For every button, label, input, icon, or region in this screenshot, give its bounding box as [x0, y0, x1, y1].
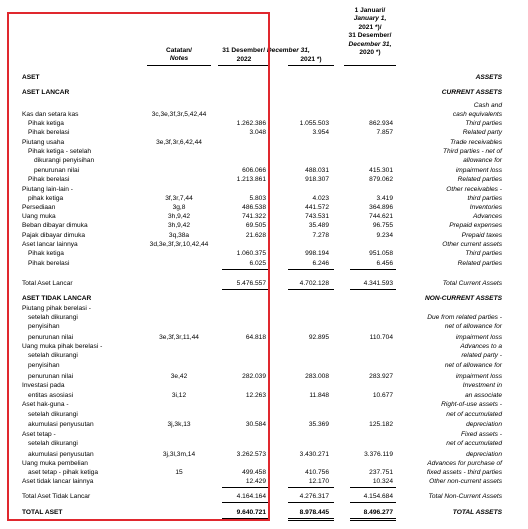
- col-2020-line6: 2020 *): [359, 49, 381, 57]
- value-2020: 9.234: [376, 232, 393, 239]
- highlight-box: [7, 12, 270, 521]
- value-2020: 6.456: [376, 260, 393, 267]
- value-2022: 5.476.557: [236, 280, 266, 287]
- row-label: akumulasi penyusutan: [28, 451, 94, 458]
- value-2022: 9.640.721: [236, 509, 266, 516]
- value-2020: 415.301: [369, 167, 393, 174]
- row-label: Pihak ketiga: [28, 250, 64, 257]
- total-double-rule: [288, 518, 334, 519]
- row-label-en: TOTAL ASSETS: [452, 509, 502, 516]
- row-label: penyisihan: [28, 323, 60, 330]
- value-2020: 4.341.593: [363, 280, 393, 287]
- row-label: Uang muka pihak berelasi -: [22, 343, 103, 350]
- row-label-en: impairment loss: [455, 334, 502, 341]
- row-note: 3h,9,42: [168, 213, 190, 220]
- header-underline: [344, 65, 396, 66]
- row-label-en: Third parties - net of: [442, 148, 502, 155]
- row-label-en: third parties: [467, 195, 502, 202]
- value-2022: 5.803: [249, 195, 266, 202]
- row-label-en: Third parties: [465, 250, 502, 257]
- row-label-en: Other receivables -: [446, 186, 502, 193]
- value-2021: 92.895: [308, 334, 329, 341]
- subtotal-rule: [350, 269, 396, 270]
- row-label: ASET: [22, 74, 40, 81]
- row-label: Beban dibayar dimuka: [22, 222, 88, 229]
- total-double-rule: [350, 520, 396, 521]
- col-2020-line2: January 1,: [353, 15, 387, 23]
- value-2020: 10.677: [372, 392, 393, 399]
- value-2020: 110.704: [369, 334, 393, 341]
- row-label-en: Other current assets: [442, 241, 502, 248]
- row-label: setelah dikurangi: [28, 411, 78, 418]
- value-2022: 69.505: [245, 222, 266, 229]
- row-label-en: fixed assets - third parties: [426, 469, 502, 476]
- value-2021: 12.170: [308, 478, 329, 485]
- value-2020: 237.751: [369, 469, 393, 476]
- value-2021: 3.430.271: [299, 451, 329, 458]
- col-2020-line3: 2021 *)/: [358, 23, 382, 31]
- value-2022: 1.060.375: [236, 250, 266, 257]
- row-note: 3q,38a: [168, 232, 190, 239]
- row-label-en: Advances to a: [460, 343, 502, 350]
- row-label: Piutang pihak berelasi -: [22, 305, 91, 312]
- row-note: 3e,3f,3r,6,42,44: [156, 139, 202, 146]
- row-label-en: Prepaid taxes: [461, 232, 502, 239]
- value-2021: 35.489: [308, 222, 329, 229]
- value-2020: 951.058: [369, 250, 393, 257]
- value-2021: 3.954: [312, 129, 329, 136]
- row-label-en: NON-CURRENT ASSETS: [424, 295, 502, 302]
- row-note: 3h,9,42: [168, 222, 190, 229]
- col-2020-header: [339, 7, 401, 57]
- col-2022-year: 2022: [236, 56, 252, 63]
- value-2022: 499.458: [242, 469, 266, 476]
- row-label: Pihak berelasi: [28, 129, 70, 136]
- value-2021: 7.278: [312, 232, 329, 239]
- value-2022: 12.263: [245, 392, 266, 399]
- row-label-en: net of allowance for: [444, 323, 502, 330]
- value-2022: 606.066: [242, 167, 266, 174]
- value-2020: 4.154.684: [363, 493, 393, 500]
- row-label: penurunan nilai: [28, 373, 74, 380]
- row-label: Pajak dibayar dimuka: [22, 232, 86, 239]
- row-label-en: Related parties: [457, 176, 502, 183]
- value-2021: 410.756: [305, 469, 329, 476]
- value-2022: 741.322: [242, 213, 266, 220]
- row-label: setelah dikurangi: [28, 352, 78, 359]
- value-2022: 282.039: [242, 373, 266, 380]
- value-2020: 283.927: [369, 373, 393, 380]
- row-note: 3g,8: [172, 204, 186, 211]
- row-label: Uang muka: [22, 213, 56, 220]
- row-label-en: Third parties: [465, 120, 502, 127]
- row-label-en: ASSETS: [475, 74, 502, 81]
- subtotal-rule: [288, 289, 334, 290]
- row-label: penurunan nilai: [34, 167, 80, 174]
- row-label-en: depreciation: [466, 451, 502, 458]
- value-2021: 11.848: [309, 392, 329, 399]
- row-label-en: net of accumulated: [446, 440, 502, 447]
- row-label: Pihak ketiga: [28, 120, 64, 127]
- value-2022: 64.818: [245, 334, 266, 341]
- total-double-rule: [288, 520, 334, 521]
- row-label: Aset hak-guna -: [22, 401, 69, 408]
- row-label: Pihak ketiga - setelah: [28, 148, 92, 155]
- value-2020: 3.376.119: [364, 451, 393, 458]
- value-2020: 96.755: [372, 222, 393, 229]
- row-label-en: Trade receivables: [450, 139, 502, 146]
- row-label: Total Aset Lancar: [22, 280, 73, 287]
- row-label: ASET LANCAR: [22, 89, 70, 96]
- row-label-en: Due from related parties -: [427, 314, 502, 321]
- row-label: Uang muka pembelian: [22, 460, 88, 467]
- subtotal-rule: [350, 487, 396, 488]
- value-2020: 10.324: [372, 478, 393, 485]
- row-label-en: an associate: [464, 392, 502, 399]
- value-2020: 364.896: [369, 204, 393, 211]
- value-2021: 998.194: [305, 250, 329, 257]
- row-label-en: depreciation: [466, 421, 502, 428]
- row-label-en: Other non-current assets: [429, 478, 502, 485]
- row-label-en: Total Non-Current Assets: [428, 493, 502, 500]
- value-2021: 441.572: [305, 204, 329, 211]
- subtotal-rule: [288, 269, 334, 270]
- row-label-en: impairment loss: [455, 167, 502, 174]
- row-label-en: cash equivalents: [452, 111, 502, 118]
- row-label-en: related party -: [461, 352, 502, 359]
- row-label-en: Investment in: [462, 382, 502, 389]
- row-label: pihak ketiga: [28, 195, 64, 202]
- row-label: Piutang lain-lain -: [22, 186, 73, 193]
- value-2020: 862.934: [369, 120, 393, 127]
- notes-header-en: Notes: [169, 55, 189, 63]
- value-2022: 486.538: [242, 204, 266, 211]
- value-2021: 8.978.445: [299, 509, 329, 516]
- row-label-en: Related parties: [457, 260, 502, 267]
- row-label: Total Aset Tidak Lancar: [22, 493, 91, 500]
- value-2021: 488.031: [305, 167, 329, 174]
- row-label: Investasi pada: [22, 382, 65, 389]
- row-note: 3c,3e,3f,3r,5,42,44: [151, 111, 207, 118]
- value-2021: 4.276.317: [299, 493, 329, 500]
- subtotal-rule: [288, 487, 334, 488]
- row-label-en: net of accumulated: [446, 411, 502, 418]
- row-note: 3j,3k,13: [167, 421, 191, 428]
- row-label: Kas dan setara kas: [22, 111, 79, 118]
- value-2020: 3.419: [376, 195, 393, 202]
- value-2022: 30.584: [245, 421, 266, 428]
- row-label: Aset lancar lainnya: [22, 241, 78, 248]
- row-label: TOTAL ASET: [22, 509, 63, 516]
- row-label: akumulasi penyusutan: [28, 421, 94, 428]
- value-2020: 8.496.277: [363, 509, 393, 516]
- row-label-en: Fixed assets -: [460, 431, 502, 438]
- col-2022-date: 31 Desember/ December 31,: [222, 47, 310, 54]
- col-2021-year: 2021 *): [300, 56, 322, 63]
- value-2022: 3.048: [249, 129, 266, 136]
- row-label-en: Total Current Assets: [442, 280, 502, 287]
- row-label-en: Prepaid expenses: [449, 222, 502, 229]
- row-label-en: impairment loss: [455, 373, 502, 380]
- row-note: 3d,3e,3f,3r,10,42,44: [149, 241, 209, 248]
- row-label: Aset tidak lancar lainnya: [22, 478, 94, 485]
- row-label-en: net of allowance for: [444, 362, 502, 369]
- value-2022: 1.262.386: [236, 120, 266, 127]
- value-2022: 3.262.573: [236, 451, 266, 458]
- value-2021: 743.531: [305, 213, 329, 220]
- value-2022: 1.213.861: [236, 176, 266, 183]
- row-label: dikurangi penyisihan: [34, 157, 95, 164]
- value-2022: 21.628: [245, 232, 266, 239]
- total-double-rule: [350, 518, 396, 519]
- value-2022: 4.164.164: [236, 493, 266, 500]
- row-label-en: Right-of-use assets -: [441, 401, 502, 408]
- subtotal-rule: [288, 502, 334, 503]
- row-label-en: Advances: [473, 213, 502, 220]
- row-label: penyisihan: [28, 362, 60, 369]
- row-note: 15: [175, 469, 183, 476]
- row-label-en: allowance for: [463, 157, 502, 164]
- row-label: Pihak berelasi: [28, 260, 70, 267]
- row-note: 3e,3f,3r,11,44: [159, 334, 199, 341]
- value-2021: 35.369: [308, 421, 329, 428]
- row-label-en: Related party: [462, 129, 502, 136]
- row-label: aset tetap - pihak ketiga: [28, 469, 99, 476]
- value-2020: 879.062: [369, 176, 393, 183]
- notes-header-id: Catatan/: [165, 47, 192, 54]
- subtotal-rule: [350, 289, 396, 290]
- value-2021: 6.246: [312, 260, 329, 267]
- value-2022: 12.429: [245, 478, 266, 485]
- value-2021: 4.702.128: [299, 280, 329, 287]
- value-2020: 744.621: [369, 213, 393, 220]
- value-2021: 918.307: [305, 176, 329, 183]
- row-note: 3i,12: [171, 392, 187, 399]
- value-2021: 1.055.503: [299, 120, 329, 127]
- row-label: Aset tetap -: [22, 431, 56, 438]
- value-2020: 7.857: [376, 129, 393, 136]
- row-label: penurunan nilai: [28, 334, 74, 341]
- row-label: entitas asosiasi: [28, 392, 74, 399]
- row-label: Persediaan: [22, 204, 56, 211]
- subtotal-rule: [350, 502, 396, 503]
- row-label: setelah dikurangi: [28, 314, 78, 321]
- row-label-en: CURRENT ASSETS: [441, 89, 502, 96]
- row-label-en: Cash and: [473, 102, 502, 109]
- col-2020-line4: 31 Desember/: [348, 32, 392, 40]
- row-note: 3j,3l,3m,14: [162, 451, 196, 458]
- header-underline: [288, 65, 334, 66]
- row-label: setelah dikurangi: [28, 440, 78, 447]
- col-2020-line1: 1 Januari/: [354, 7, 386, 14]
- row-label: ASET TIDAK LANCAR: [22, 295, 92, 302]
- value-2021: 283.008: [305, 373, 329, 380]
- col-2020-line5: December 31,: [348, 40, 392, 48]
- row-label: Pihak berelasi: [28, 176, 70, 183]
- row-note: 3f,3r,7,44: [165, 195, 193, 202]
- value-2021: 4.023: [312, 195, 329, 202]
- value-2022: 6.025: [249, 260, 266, 267]
- value-2020: 125.182: [369, 421, 393, 428]
- row-label: Piutang usaha: [22, 139, 65, 146]
- row-note: 3e,42: [170, 373, 188, 380]
- row-label-en: Advances for purchase of: [427, 460, 502, 467]
- row-label-en: Inventories: [469, 204, 502, 211]
